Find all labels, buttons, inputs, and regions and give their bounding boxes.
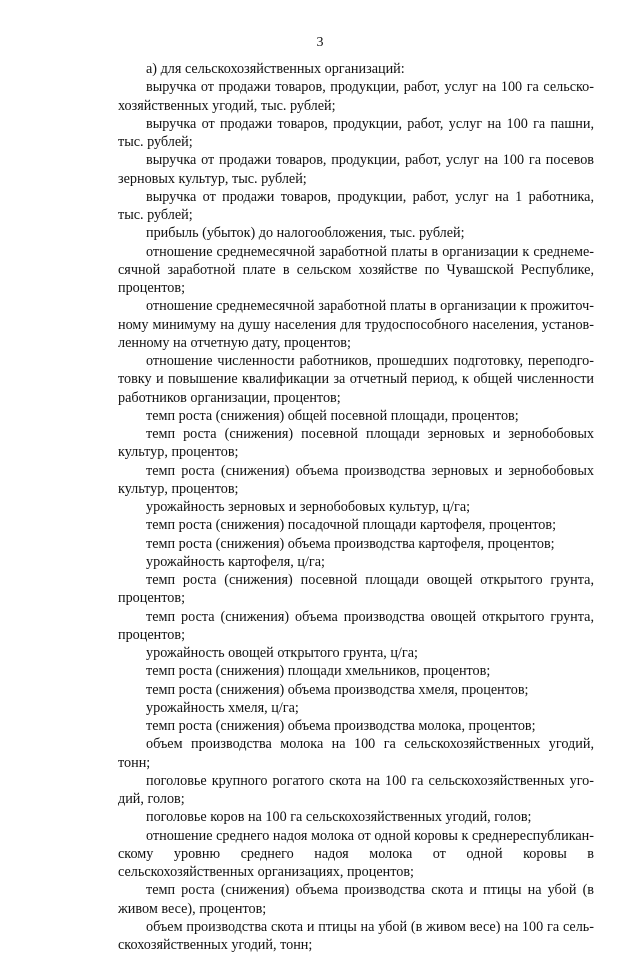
paragraph: темп роста (снижения) объема производства скота и птицы на убой (в живом весе), процентов;: [118, 882, 594, 917]
paragraph: темп роста (снижения) посевной площади зерновых и зернобобовых культур, процентов;: [118, 426, 594, 461]
paragraph: темп роста (снижения) посадочной площади картофеля, процентов;: [146, 517, 557, 534]
paragraph: темп роста (снижения) общей посевной площади, процентов;: [146, 407, 519, 424]
paragraph: урожайность овощей открытого грунта, ц/га;: [146, 645, 418, 661]
paragraph: отношение среднемесячной заработной платы в организации к среднемесячной заработной плате в сельском хозяйстве по Чувашской Республике, процентов;: [118, 243, 594, 296]
paragraph: урожайность картофеля, ц/га;: [146, 553, 325, 570]
paragraph: темп роста (снижения) объема производства молока, процентов;: [146, 718, 536, 734]
page-number: 3: [316, 35, 324, 50]
paragraph: отношение среднемесячной заработной платы в организации к прожиточному минимуму на душу населения для трудоспособного населения, установленному на отчетную дату, процентов;: [118, 298, 594, 351]
paragraph: темп роста (снижения) посевной площади овощей открытого грунта, процентов;: [118, 572, 594, 607]
paragraph-heading: а) для сельскохозяйственных организаций:: [146, 61, 405, 77]
paragraph: темп роста (снижения) объема производства овощей открытого грунта, процентов;: [118, 608, 594, 643]
paragraph: отношение среднего надоя молока от одной коровы к среднереспубликанскому уровню среднего надоя молока от одной коровы в сельскохозяйственных организациях, процентов;: [118, 827, 594, 880]
paragraph: темп роста (снижения) объема производства зерновых и зернобобовых культур, процентов;: [118, 462, 594, 497]
paragraph: прибыль (убыток) до налогообложения, тыс. рублей;: [146, 225, 465, 242]
paragraph: урожайность хмеля, ц/га;: [146, 699, 299, 716]
paragraph: урожайность зерновых и зернобобовых культур, ц/га;: [146, 499, 471, 515]
document-body: [118, 60, 594, 954]
paragraph: объем производства скота и птицы на убой (в живом весе) на 100 га сельскохозяйственных угодий, тонн;: [118, 918, 594, 953]
paragraph: объем производства молока на 100 га сельскохозяйственных угодий, тонн;: [118, 736, 594, 771]
paragraph: выручка от продажи товаров, продукции, работ, услуг на 100 га пашни, тыс. рублей;: [118, 115, 594, 150]
paragraph: выручка от продажи товаров, продукции, работ, услуг на 100 га посевов зерновых культур, тыс. рублей;: [118, 152, 594, 187]
paragraph: темп роста (снижения) объема производства хмеля, процентов;: [146, 681, 529, 698]
paragraph: поголовье крупного рогатого скота на 100 га сельскохозяйственных угодий, голов;: [118, 772, 594, 807]
paragraph: выручка от продажи товаров, продукции, работ, услуг на 1 работника, тыс. рублей;: [118, 188, 594, 223]
paragraph: темп роста (снижения) объема производства картофеля, процентов;: [146, 535, 555, 552]
paragraph: выручка от продажи товаров, продукции, работ, услуг на 100 га сельскохозяйственных угодий, тыс. рублей;: [118, 79, 594, 114]
paragraph: отношение численности работников, прошедших подготовку, переподготовку и повышение квалификации за отчетный период, к общей численности работников организации, процентов;: [118, 353, 594, 406]
paragraph: поголовье коров на 100 га сельскохозяйственных угодий, голов;: [146, 809, 532, 826]
paragraph: темп роста (снижения) площади хмельников, процентов;: [146, 663, 491, 680]
